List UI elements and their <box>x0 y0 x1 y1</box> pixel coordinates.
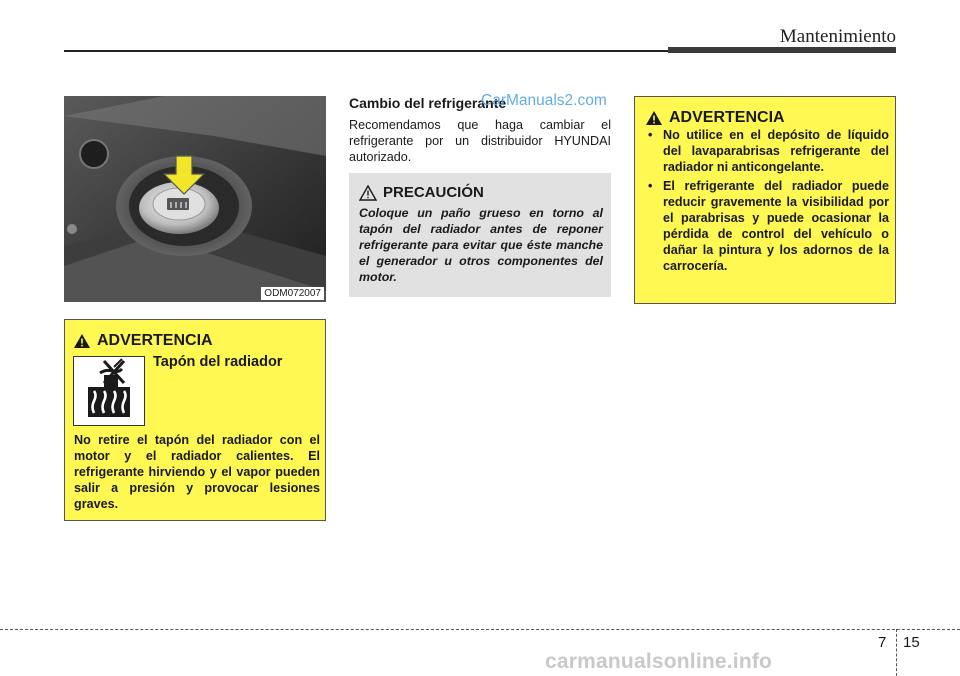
warning-box-radiator-cap <box>64 319 326 521</box>
radiator-cap-illustration <box>64 96 326 302</box>
warning-list <box>643 127 889 277</box>
warning-list-item: • No utilice en el depósito de líquido del lavaparabrisas refrigerante del radiador ni anticongelante. <box>643 127 889 175</box>
caution-triangle-icon <box>359 185 377 201</box>
caution-title: PRECAUCIÓN <box>383 184 484 201</box>
header-bar <box>668 47 896 53</box>
coolant-change-heading: Cambio del refrigerante <box>349 95 507 111</box>
warning-list-item: • El refrigerante del radiador puede reducir gravemente la visibilidad por el parabrisas y puede ocasionar la pérdida de control del vehículo o dañar la pintura y los adornos de la carrocería. <box>643 178 889 274</box>
warning-text: No retire el tapón del radiador con el motor y el radiador calientes. El refrigerante hirviendo y el vapor pueden salir a presión y provocar lesiones graves. <box>74 433 320 511</box>
watermark-carmanuals: CarManuals2.com <box>481 92 607 109</box>
warning-subtitle: Tapón del radiador <box>153 354 283 370</box>
photo-caption: ODM072007 <box>261 287 324 300</box>
warning-triangle-icon <box>645 110 663 126</box>
footer-rule <box>0 629 960 630</box>
footer-separator <box>896 629 897 676</box>
watermark-carmanualsonline: carmanualsonline.info <box>545 650 773 673</box>
warning-box-washer-fluid <box>634 96 896 304</box>
warning-header <box>73 332 213 350</box>
radiator-cap-photo <box>64 96 326 302</box>
coolant-change-paragraph: Recomendamos que haga cambiar el refrigerante por un distribuidor HYUNDAI autorizado. <box>349 118 611 164</box>
hot-radiator-icon <box>73 356 145 426</box>
caution-text: Coloque un paño grueso en torno al tapón del radiador antes de reponer refrigerante para evitar que éste manche el generador u otros componentes del motor. <box>359 206 603 284</box>
warning-title: ADVERTENCIA <box>669 109 785 126</box>
caution-header <box>359 184 484 201</box>
chapter-number: 7 <box>878 634 887 651</box>
warning-triangle-icon <box>73 333 91 349</box>
warning-header <box>645 109 785 127</box>
page-number: 15 <box>903 634 920 651</box>
warning-title: ADVERTENCIA <box>97 332 213 349</box>
caution-box <box>349 173 611 297</box>
section-title: Mantenimiento <box>779 26 896 47</box>
